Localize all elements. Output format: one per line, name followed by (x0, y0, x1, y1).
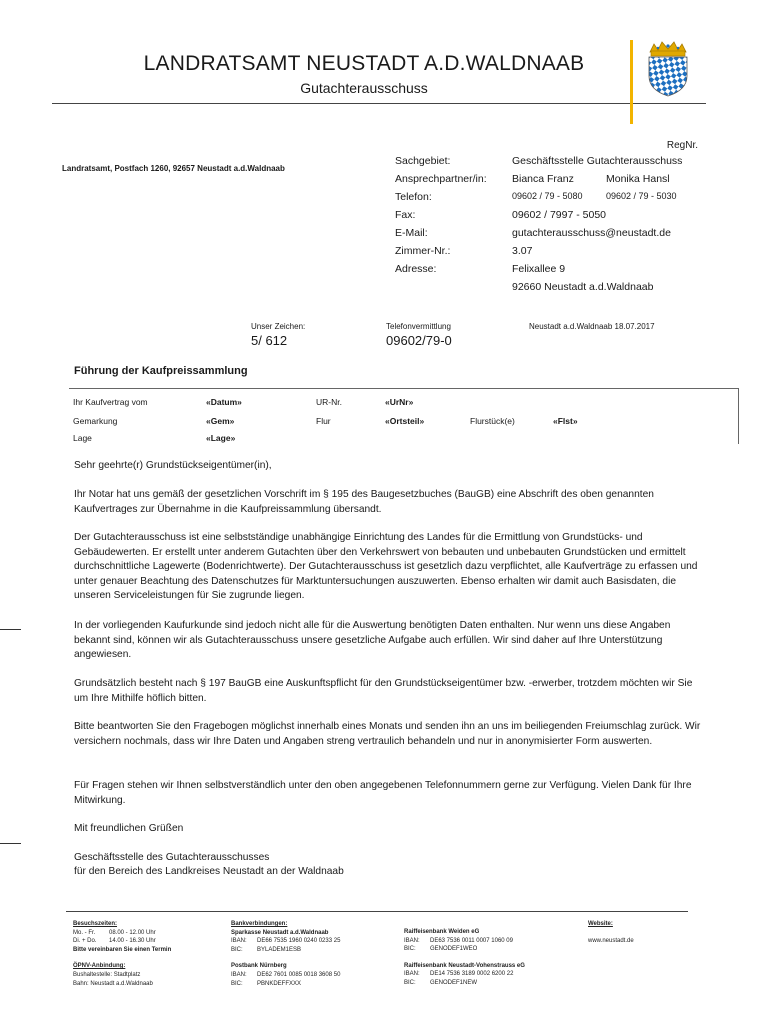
paragraph-obligation: Grundsätzlich besteht nach § 197 BauGB eine Auskunftspflicht für den Grundstückseigentümer bzw. -erwerber, trotzdem möchten wir Sie um Ihre Mithilfe höflich bitten. (74, 678, 693, 704)
bank2-iban-label: IBAN: (231, 971, 247, 978)
besuch-days-2: Di. + Do. (73, 938, 97, 945)
telefon-value-1: 09602 / 79 - 5080 (512, 191, 583, 201)
zimmer-label: Zimmer-Nr.: (395, 245, 451, 257)
telefon-label: Telefon: (395, 191, 432, 203)
regnr-label: RegNr. (666, 140, 698, 151)
footer-divider (66, 911, 688, 912)
unser-zeichen-label: Unser Zeichen: (251, 322, 306, 331)
lage-field: «Lage» (206, 433, 236, 443)
signature-line-1: Geschäftsstelle des Gutachterausschusses (74, 852, 270, 863)
ansprechpartner-label: Ansprechpartner/in: (395, 173, 487, 185)
besuch-days-1: Mo. - Fr. (73, 929, 96, 936)
website-link[interactable]: www.neustadt.de (588, 937, 634, 944)
punch-mark (0, 843, 21, 844)
bank3-bic: GENODEF1WEO (430, 946, 478, 953)
paragraph-missing-data: In der vorliegenden Kaufurkunde sind jedoch nicht alle für die Auswertung benötigten Daten enthalten. Nur wenn uns diese Angaben bekannt sind, können wir als Gutachterausschuss unsere gesetzliche Aufgabe auch erfüllen. Wir sind daher auf Ihre Unterstützung angewiesen. (74, 620, 671, 660)
bavarian-crest-icon (644, 38, 692, 98)
besuchszeiten-title: Besuchszeiten: (73, 921, 118, 927)
kaufvertrag-label: Ihr Kaufvertrag vom (73, 397, 148, 407)
telefon-value-2: 09602 / 79 - 5030 (606, 191, 677, 201)
bank4-iban-label: IBAN: (404, 971, 420, 978)
bank2-bic-label: BIC: (231, 980, 243, 987)
bank4-iban: DE14 7536 3189 0002 6200 22 (430, 971, 514, 978)
bank4-bic: GENODEF1NEW (430, 979, 478, 986)
sender-address-line: Landratsamt, Postfach 1260, 92657 Neustadt a.d.Waldnaab (62, 164, 285, 173)
contract-info-table (69, 388, 739, 444)
letter-date: Neustadt a.d.Waldnaab 18.07.2017 (529, 322, 655, 331)
bank3-bic-label: BIC: (404, 946, 416, 953)
bank-title: Bankverbindungen: (231, 921, 288, 927)
footer-bank-col-1 (231, 920, 340, 988)
fold-mark (0, 629, 21, 630)
authority-title: LANDRATSAMT NEUSTADT A.D.WALDNAAB (143, 52, 585, 75)
paragraph-questionnaire: Bitte beantworten Sie den Fragebogen möglichst innerhalb eines Monats und senden ihn an uns im beiliegenden Freiumschlag zurück. Wir versichern nochmals, dass wir Ihre Daten und Angaben streng vertraulich behandeln und nur in anonymisierter Form auswerten. (74, 721, 701, 747)
email-value[interactable]: gutachterausschuss@neustadt.de (512, 227, 671, 239)
datum-field: «Datum» (206, 397, 242, 407)
bank4-name: Raiffeisenbank Neustadt-Vohenstrauss eG (404, 962, 525, 969)
flst-field: «Flst» (553, 416, 578, 426)
oepnv-title: ÖPNV-Anbindung: (73, 963, 126, 970)
bank2-iban: DE62 7601 0085 0018 3608 50 (257, 971, 341, 978)
bank3-name: Raiffeisenbank Weiden eG (404, 929, 480, 935)
paragraph-committee: Der Gutachterausschuss ist eine selbstständige unabhängige Einrichtung des Landes für die Ermittlung von Grundstücks- und Gebäudewerten. Er erstellt unter anderem Gutachten über den Verkehrswert von bebauten und unbebauten Grundstücken und ermittelt durchschnittliche Lagewerte (Bodenrichtwerte). Der Gutachterausschuss ist gesetzlich dazu verpflichtet, alle Kaufverträge zu erfassen und unter genauer Beachtung des Datenschutzes für Marktuntersuchungen auszuwerten. Ebenso erhalten wir damit auch Basisdaten, die unseren Serviceleistungen für Sie zugrunde liegen. (74, 532, 698, 601)
paragraph-questions: Für Fragen stehen wir Ihnen selbstverständlich unter den oben angegebenen Telefonnummern gerne zur Verfügung. Vielen Dank für Ihre Mitwirkung. (74, 780, 692, 806)
adresse-value-1: Felixallee 9 (512, 263, 566, 275)
bank1-iban: DE66 7535 1960 0240 0233 25 (257, 938, 341, 945)
flurstueck-label: Flurstück(e) (470, 416, 515, 426)
ansprechpartner-value-1: Bianca Franz (512, 173, 574, 185)
accent-bar (630, 40, 633, 124)
lage-label: Lage (73, 433, 92, 443)
letter-subject: Führung der Kaufpreissammlung (74, 365, 248, 377)
sachgebiet-label: Sachgebiet: (395, 155, 451, 167)
website-title: Website: (588, 921, 613, 927)
signature-line-2: für den Bereich des Landkreises Neustadt an der Waldnaab (74, 866, 344, 877)
ansprechpartner-value-2: Monika Hansl (606, 173, 670, 185)
bank2-bic: PBNKDEFFXXX (257, 980, 302, 987)
urnr-label: UR-Nr. (316, 397, 342, 407)
bank1-iban-label: IBAN: (231, 938, 247, 945)
telefonvermittlung-label: Telefonvermittlung (386, 322, 451, 331)
besuch-time-2: 14.00 - 16.30 Uhr (109, 938, 156, 945)
zimmer-value: 3.07 (512, 245, 533, 257)
bank4-bic-label: BIC: (404, 979, 416, 986)
fax-label: Fax: (395, 209, 416, 221)
besuch-time-1: 08.00 - 12.00 Uhr (109, 929, 156, 936)
unser-zeichen-value: 5/ 612 (251, 333, 288, 348)
oepnv-bahn: Bahn: Neustadt a.d.Waldnaab (73, 980, 153, 987)
flur-label: Flur (316, 416, 331, 426)
bank3-iban: DE63 7536 0011 0007 1060 09 (430, 937, 513, 944)
ortsteil-field: «Ortsteil» (385, 416, 425, 426)
closing: Mit freundlichen Grüßen (74, 823, 184, 834)
footer-visiting-hours (73, 920, 171, 988)
bank1-name: Sparkasse Neustadt a.d.Waldnaab (231, 929, 329, 936)
gem-field: «Gem» (206, 416, 235, 426)
department-subtitle: Gutachterausschuss (300, 80, 428, 96)
paragraph-notary: Ihr Notar hat uns gemäß der gesetzlichen Vorschrift im § 195 des Baugesetzbuches (BauGB) eine Abschrift des oben genannten Kaufvertrages zur Übernahme in die Kaufpreissammlung übersandt. (74, 489, 654, 515)
besuch-note: Bitte vereinbaren Sie einen Termin (73, 946, 172, 953)
bank1-bic-label: BIC: (231, 946, 243, 953)
gemarkung-label: Gemarkung (73, 416, 118, 426)
oepnv-bus: Bushaltestelle: Stadtplatz (73, 971, 141, 978)
header-divider (52, 103, 706, 104)
bank1-bic: BYLADEM1ESB (257, 946, 302, 953)
bank3-iban-label: IBAN: (404, 937, 420, 944)
footer-bank-col-2 (404, 928, 525, 988)
adresse-value-2: 92660 Neustadt a.d.Waldnaab (512, 281, 654, 293)
fax-value: 09602 / 7997 - 5050 (512, 209, 606, 221)
telefonvermittlung-value: 09602/79-0 (386, 333, 452, 348)
adresse-label: Adresse: (395, 263, 437, 275)
sachgebiet-value: Geschäftsstelle Gutachterausschuss (512, 155, 683, 167)
bank2-name: Postbank Nürnberg (231, 963, 287, 970)
salutation: Sehr geehrte(r) Grundstückseigentümer(in), (74, 460, 272, 471)
footer-website (588, 920, 634, 945)
urnr-field: «UrNr» (385, 397, 414, 407)
email-label: E-Mail: (395, 227, 428, 239)
